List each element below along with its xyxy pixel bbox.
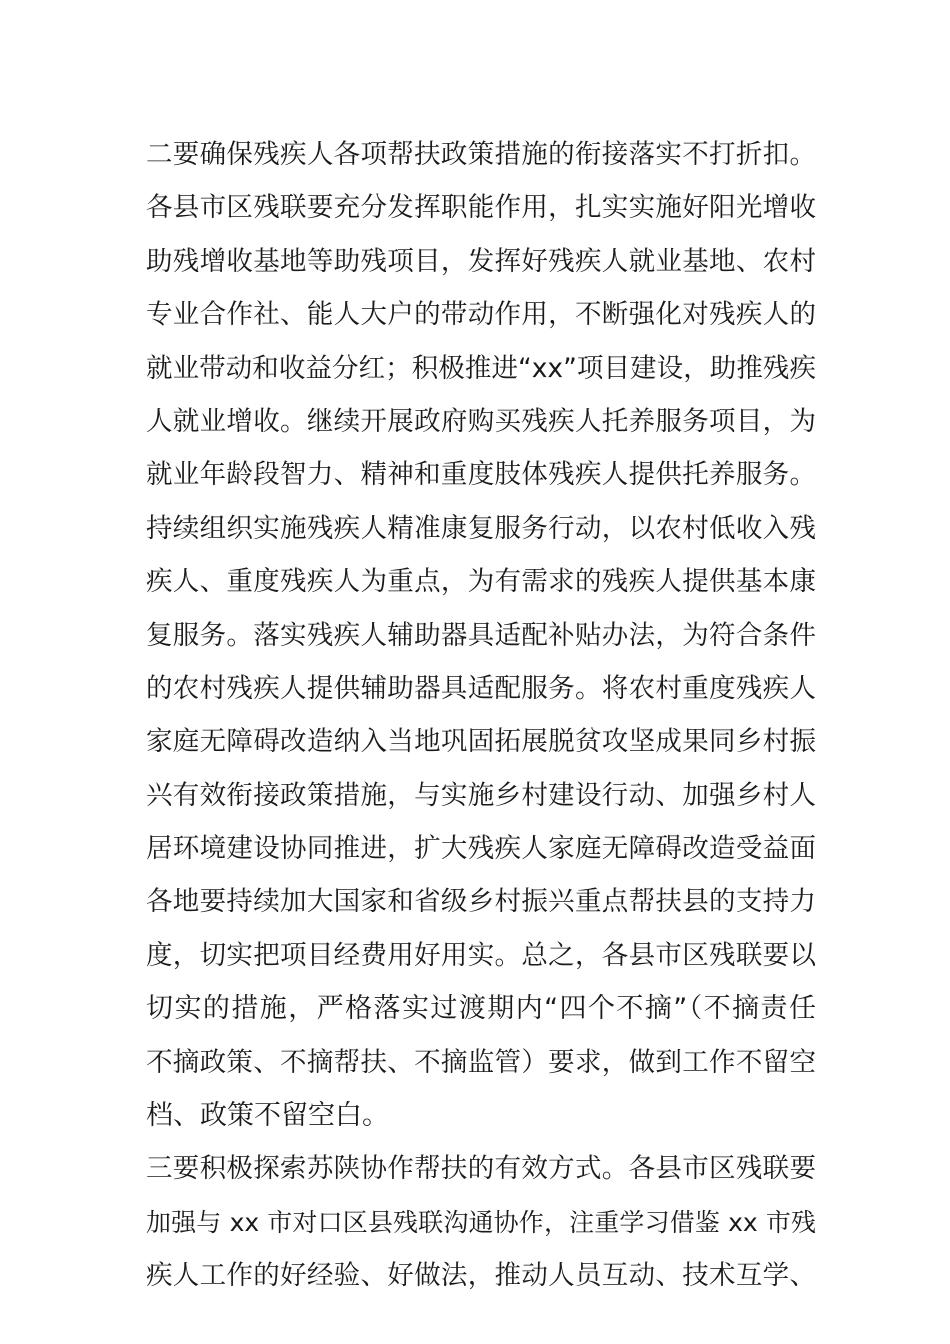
text-line: 档、政策不留空白。 [146,1100,389,1132]
text-line: 疾人、重度残疾人为重点，为有需求的残疾人提供基本康 [146,566,816,598]
text-line: 助残增收基地等助残项目，发挥好残疾人就业基地、农村 [146,245,816,277]
text-line: 各县市区残联要充分发挥职能作用，扎实实施好阳光增收 [146,192,816,224]
text-line: 二要确保残疾人各项帮扶政策措施的衔接落实不打折扣。 [146,139,816,170]
text-line: 切实的措施，严格落实过渡期内“四个不摘”（不摘责任 [146,993,816,1025]
text-line: 兴有效衔接政策措施，与实施乡村建设行动、加强乡村人 [146,779,816,811]
text-line: 的农村残疾人提供辅助器具适配服务。将农村重度残疾人 [146,672,816,704]
text-line: 各地要持续加大国家和省级乡村振兴重点帮扶县的支持力 [146,886,816,918]
text-line: 就业带动和收益分红；积极推进“xx”项目建设，助推残疾 [146,352,816,384]
text-line: 加强与 xx 市对口区县残联沟通协作，注重学习借鉴 xx 市残 [146,1207,816,1237]
text-line: 家庭无障碍改造纳入当地巩固拓展脱贫攻坚成果同乡村振 [146,726,816,758]
text-line: 专业合作社、能人大户的带动作用，不断强化对残疾人的 [146,299,816,331]
text-line: 就业年龄段智力、精神和重度肢体残疾人提供托养服务。 [146,459,816,491]
text-line: 人就业增收。继续开展政府购买残疾人托养服务项目，为 [146,405,816,437]
text-line: 三要积极探索苏陕协作帮扶的有效方式。各县市区残联要 [146,1153,816,1185]
body-text [146,128,816,1303]
text-line: 居环境建设协同推进，扩大残疾人家庭无障碍改造受益面 [146,833,816,865]
text-line: 疾人工作的好经验、好做法，推动人员互动、技术互学、 [146,1260,816,1292]
text-line: 持续组织实施残疾人精准康复服务行动，以农村低收入残 [146,512,816,544]
text-line: 复服务。落实残疾人辅助器具适配补贴办法，为符合条件 [146,619,816,651]
text-line: 不摘政策、不摘帮扶、不摘监管）要求，做到工作不留空 [146,1046,816,1078]
text-line: 度，切实把项目经费用好用实。总之，各县市区残联要以 [146,939,816,971]
